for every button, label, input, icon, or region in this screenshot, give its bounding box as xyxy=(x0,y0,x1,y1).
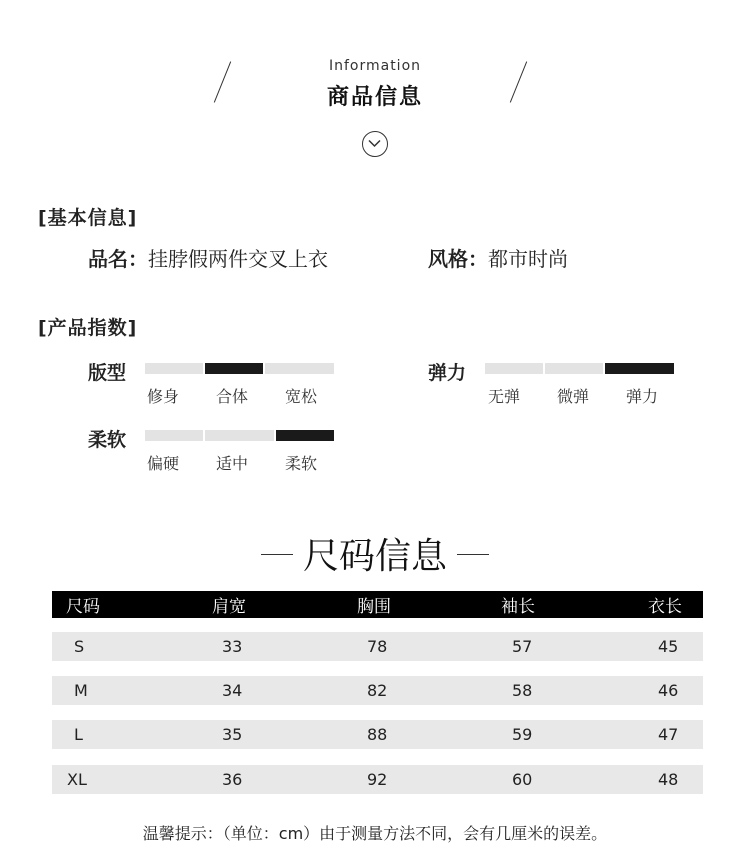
tick-softness-1: 适中 xyxy=(216,454,249,473)
table-row xyxy=(52,676,703,705)
cell-size: S xyxy=(74,637,85,656)
cell-length: 48 xyxy=(658,770,679,789)
table-row xyxy=(52,720,703,749)
tick-elasticity-2: 弹力 xyxy=(626,387,659,406)
cell-length: 45 xyxy=(658,637,679,656)
title-dash-left xyxy=(261,554,293,555)
scale-seg-elasticity-1 xyxy=(545,363,603,374)
cell-shoulder: 36 xyxy=(222,770,243,789)
cell-sleeve: 59 xyxy=(512,725,533,744)
cell-size: L xyxy=(74,725,83,744)
scale-seg-softness-1 xyxy=(205,430,274,441)
tick-fit-2: 宽松 xyxy=(285,387,318,406)
size-title-text: 尺码信息 xyxy=(302,536,447,577)
col-header-shoulder: 肩宽 xyxy=(212,597,246,617)
col-header-chest: 胸围 xyxy=(357,597,391,617)
scale-seg-elasticity-0 xyxy=(485,363,543,374)
col-header-size: 尺码 xyxy=(66,597,100,617)
table-row xyxy=(52,765,703,794)
cell-sleeve: 60 xyxy=(512,770,533,789)
product-name xyxy=(88,243,328,272)
scale-label-fit: 版型 xyxy=(88,362,127,384)
cell-length: 47 xyxy=(658,725,679,744)
scale-seg-softness-2 xyxy=(276,430,334,441)
scale-seg-fit-2 xyxy=(265,363,334,374)
size-section-title xyxy=(0,528,750,579)
scale-seg-fit-0 xyxy=(145,363,203,374)
cell-size: XL xyxy=(67,770,87,789)
scale-bar-fit xyxy=(145,363,334,374)
tick-elasticity-0: 无弹 xyxy=(488,387,521,406)
scale-seg-elasticity-2 xyxy=(605,363,674,374)
col-header-length: 衣长 xyxy=(648,597,682,617)
product-name-label: 品名： xyxy=(88,247,148,271)
tick-softness-2: 柔软 xyxy=(285,454,318,473)
cell-chest: 82 xyxy=(367,681,388,700)
tick-fit-0: 修身 xyxy=(147,387,180,406)
title-en: Information xyxy=(328,58,422,74)
cell-chest: 92 xyxy=(367,770,388,789)
section-title-basic: [基本信息] xyxy=(38,207,138,229)
cell-shoulder: 34 xyxy=(222,681,243,700)
product-style-value: 都市时尚 xyxy=(488,247,568,271)
scale-seg-fit-1 xyxy=(205,363,263,374)
size-table-header xyxy=(52,591,703,618)
cell-shoulder: 35 xyxy=(222,725,243,744)
chevron-down-icon[interactable] xyxy=(362,131,388,157)
cell-size: M xyxy=(74,681,88,700)
cell-sleeve: 57 xyxy=(512,637,533,656)
cell-chest: 88 xyxy=(367,725,388,744)
tick-fit-1: 合体 xyxy=(216,387,249,406)
scale-bar-elasticity xyxy=(485,363,674,374)
scale-seg-softness-0 xyxy=(145,430,203,441)
cell-sleeve: 58 xyxy=(512,681,533,700)
title-dash-right xyxy=(457,554,489,555)
section-title-index: [产品指数] xyxy=(38,317,138,339)
page-title: 商品信息 xyxy=(326,85,423,110)
cell-chest: 78 xyxy=(367,637,388,656)
tick-softness-0: 偏硬 xyxy=(147,454,180,473)
col-header-sleeve: 袖长 xyxy=(501,597,535,617)
tick-elasticity-1: 微弹 xyxy=(557,387,590,406)
product-style-label: 风格： xyxy=(428,247,488,271)
measurement-note: 温馨提示：（单位：cm）由于测量方法不同，会有几厘米的误差。 xyxy=(142,824,608,843)
scale-bar-softness xyxy=(145,430,334,441)
product-name-value: 挂脖假两件交叉上衣 xyxy=(148,247,328,271)
cell-length: 46 xyxy=(658,681,679,700)
cell-shoulder: 33 xyxy=(222,637,243,656)
table-row xyxy=(52,632,703,661)
product-style xyxy=(428,243,568,272)
scale-label-softness: 柔软 xyxy=(88,429,127,451)
scale-label-elasticity: 弹力 xyxy=(428,362,467,384)
